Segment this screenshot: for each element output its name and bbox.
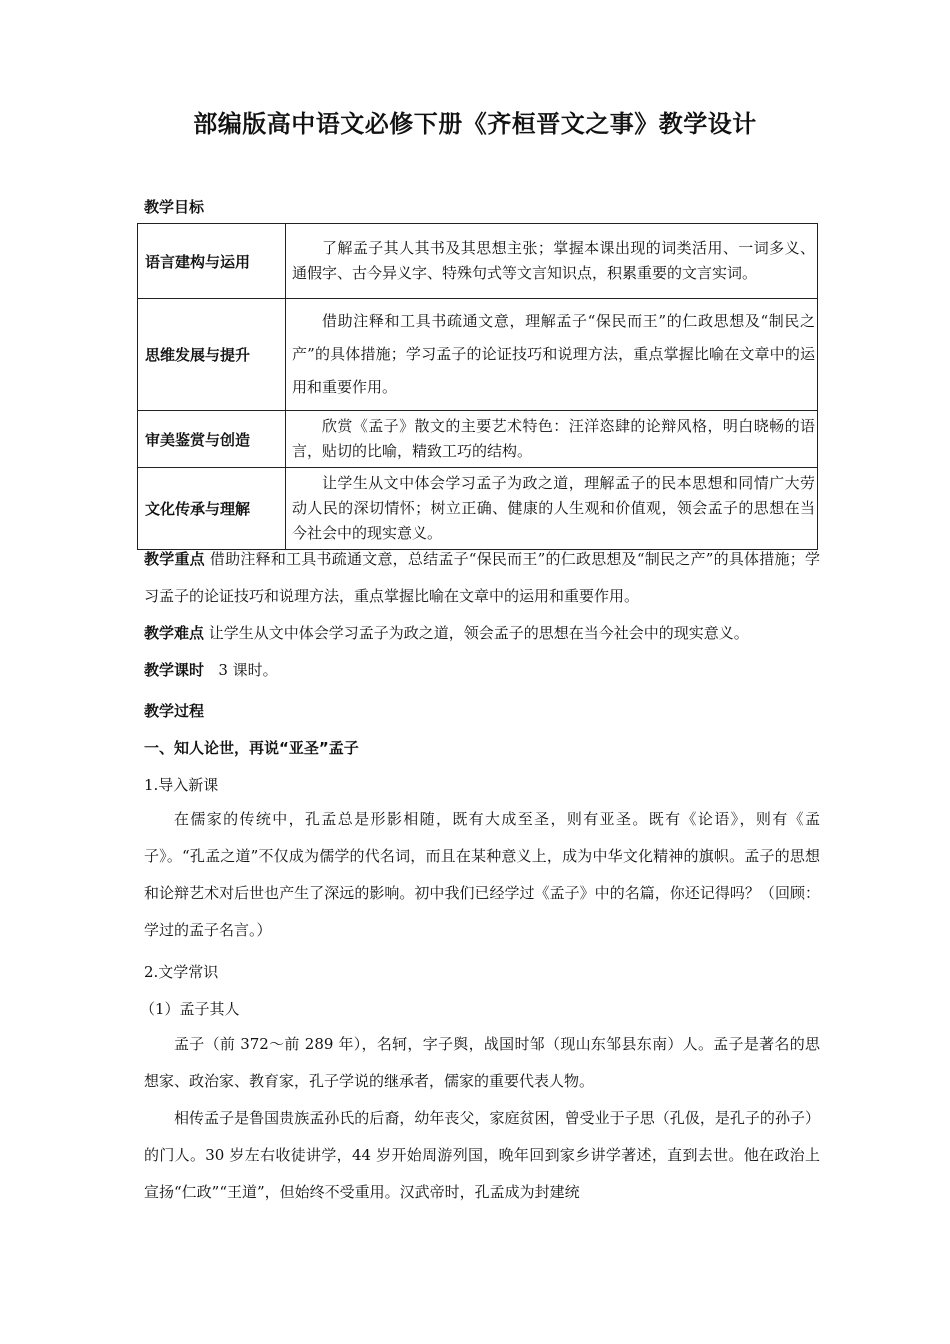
intro-paragraph: 在儒家的传统中，孔孟总是形影相随，既有大成至圣，则有亚圣。既有《论语》，则有《孟子》。“孔孟之道”不仅成为儒学的代名词，而且在某种意义上，成为中华文化精神的旗帜。孟子的思想和论辩艺术对后世也产生了深远的影响。初中我们已经学过《孟子》中的名篇，你还记得吗？（回顾：学过的孟子名言。） [144, 810, 820, 939]
process-heading: 教学过程 [144, 702, 205, 720]
goals-row-thinking [138, 299, 818, 411]
key-points-text: 借助注释和工具书疏通文意，总结孟子“保民而王”的仁政思想及“制民之产”的具体措施；学习孟子的论证技巧和说理方法，重点掌握比喻在文章中的运用和重要作用。 [144, 550, 820, 605]
key-points [144, 541, 820, 615]
goals-label: 语言建构与运用 [138, 224, 286, 299]
goals-row-language [138, 224, 818, 299]
difficulties-label: 教学难点 [144, 624, 205, 642]
goals-label: 文化传承与理解 [138, 468, 286, 550]
bio-paragraph-2: 相传孟子是鲁国贵族孟孙氏的后裔，幼年丧父，家庭贫困，曾受业于子思（孔伋，是孔子的孙子）的门人。30 岁左右收徒讲学，44 岁开始周游列国，晚年回到家乡讲学著述，直到去世。他在政治上宣扬“仁政”“王道”，但始终不受重用。汉武帝时，孔孟成为封建统 [144, 1109, 820, 1201]
goals-heading: 教学目标 [144, 198, 205, 216]
goals-label: 审美鉴赏与创造 [138, 411, 286, 468]
class-hours-text: 3 课时。 [218, 661, 278, 679]
sub2-1-heading: （1）孟子其人 [140, 1000, 240, 1018]
difficulties-text: 让学生从文中体会学习孟子为政之道，领会孟子的思想在当今社会中的现实意义。 [208, 624, 749, 642]
document-title: 部编版高中语文必修下册《齐桓晋文之事》教学设计 [193, 110, 757, 138]
goals-label: 思维发展与提升 [138, 299, 286, 411]
difficulties [144, 615, 820, 652]
bio-paragraph-1: 孟子（前 372～前 289 年），名轲，字子舆，战国时邹（现山东邹县东南）人。孟子是著名的思想家、政治家、教育家，孔子学说的继承者，儒家的重要代表人物。 [144, 1035, 820, 1090]
goals-text: 让学生从文中体会学习孟子为政之道，理解孟子的民本思想和同情广大劳动人民的深切情怀；树立正确、健康的人生观和价值观，领会孟子的思想在当今社会中的现实意义。 [286, 468, 818, 550]
goals-text: 欣赏《孟子》散文的主要艺术特色：汪洋恣肆的论辩风格，明白晓畅的语言，贴切的比喻，精致工巧的结构。 [286, 411, 818, 468]
key-points-label: 教学重点 [144, 550, 205, 568]
goals-table [137, 223, 818, 550]
goals-row-culture [138, 468, 818, 550]
section1-heading: 一、知人论世，再说“亚圣”孟子 [144, 739, 359, 757]
goals-row-aesthetics [138, 411, 818, 468]
sub1-heading: 1.导入新课 [144, 776, 219, 794]
goals-text: 借助注释和工具书疏通文意，理解孟子“保民而王”的仁政思想及“制民之产”的具体措施；学习孟子的论证技巧和说理方法，重点掌握比喻在文章中的运用和重要作用。 [286, 299, 818, 411]
sub2-heading: 2.文学常识 [144, 963, 219, 981]
goals-text: 了解孟子其人其书及其思想主张；掌握本课出现的词类活用、一词多义、通假字、古今异义字、特殊句式等文言知识点，积累重要的文言实词。 [286, 224, 818, 299]
class-hours-label: 教学课时 [144, 661, 205, 679]
class-hours [144, 652, 820, 689]
